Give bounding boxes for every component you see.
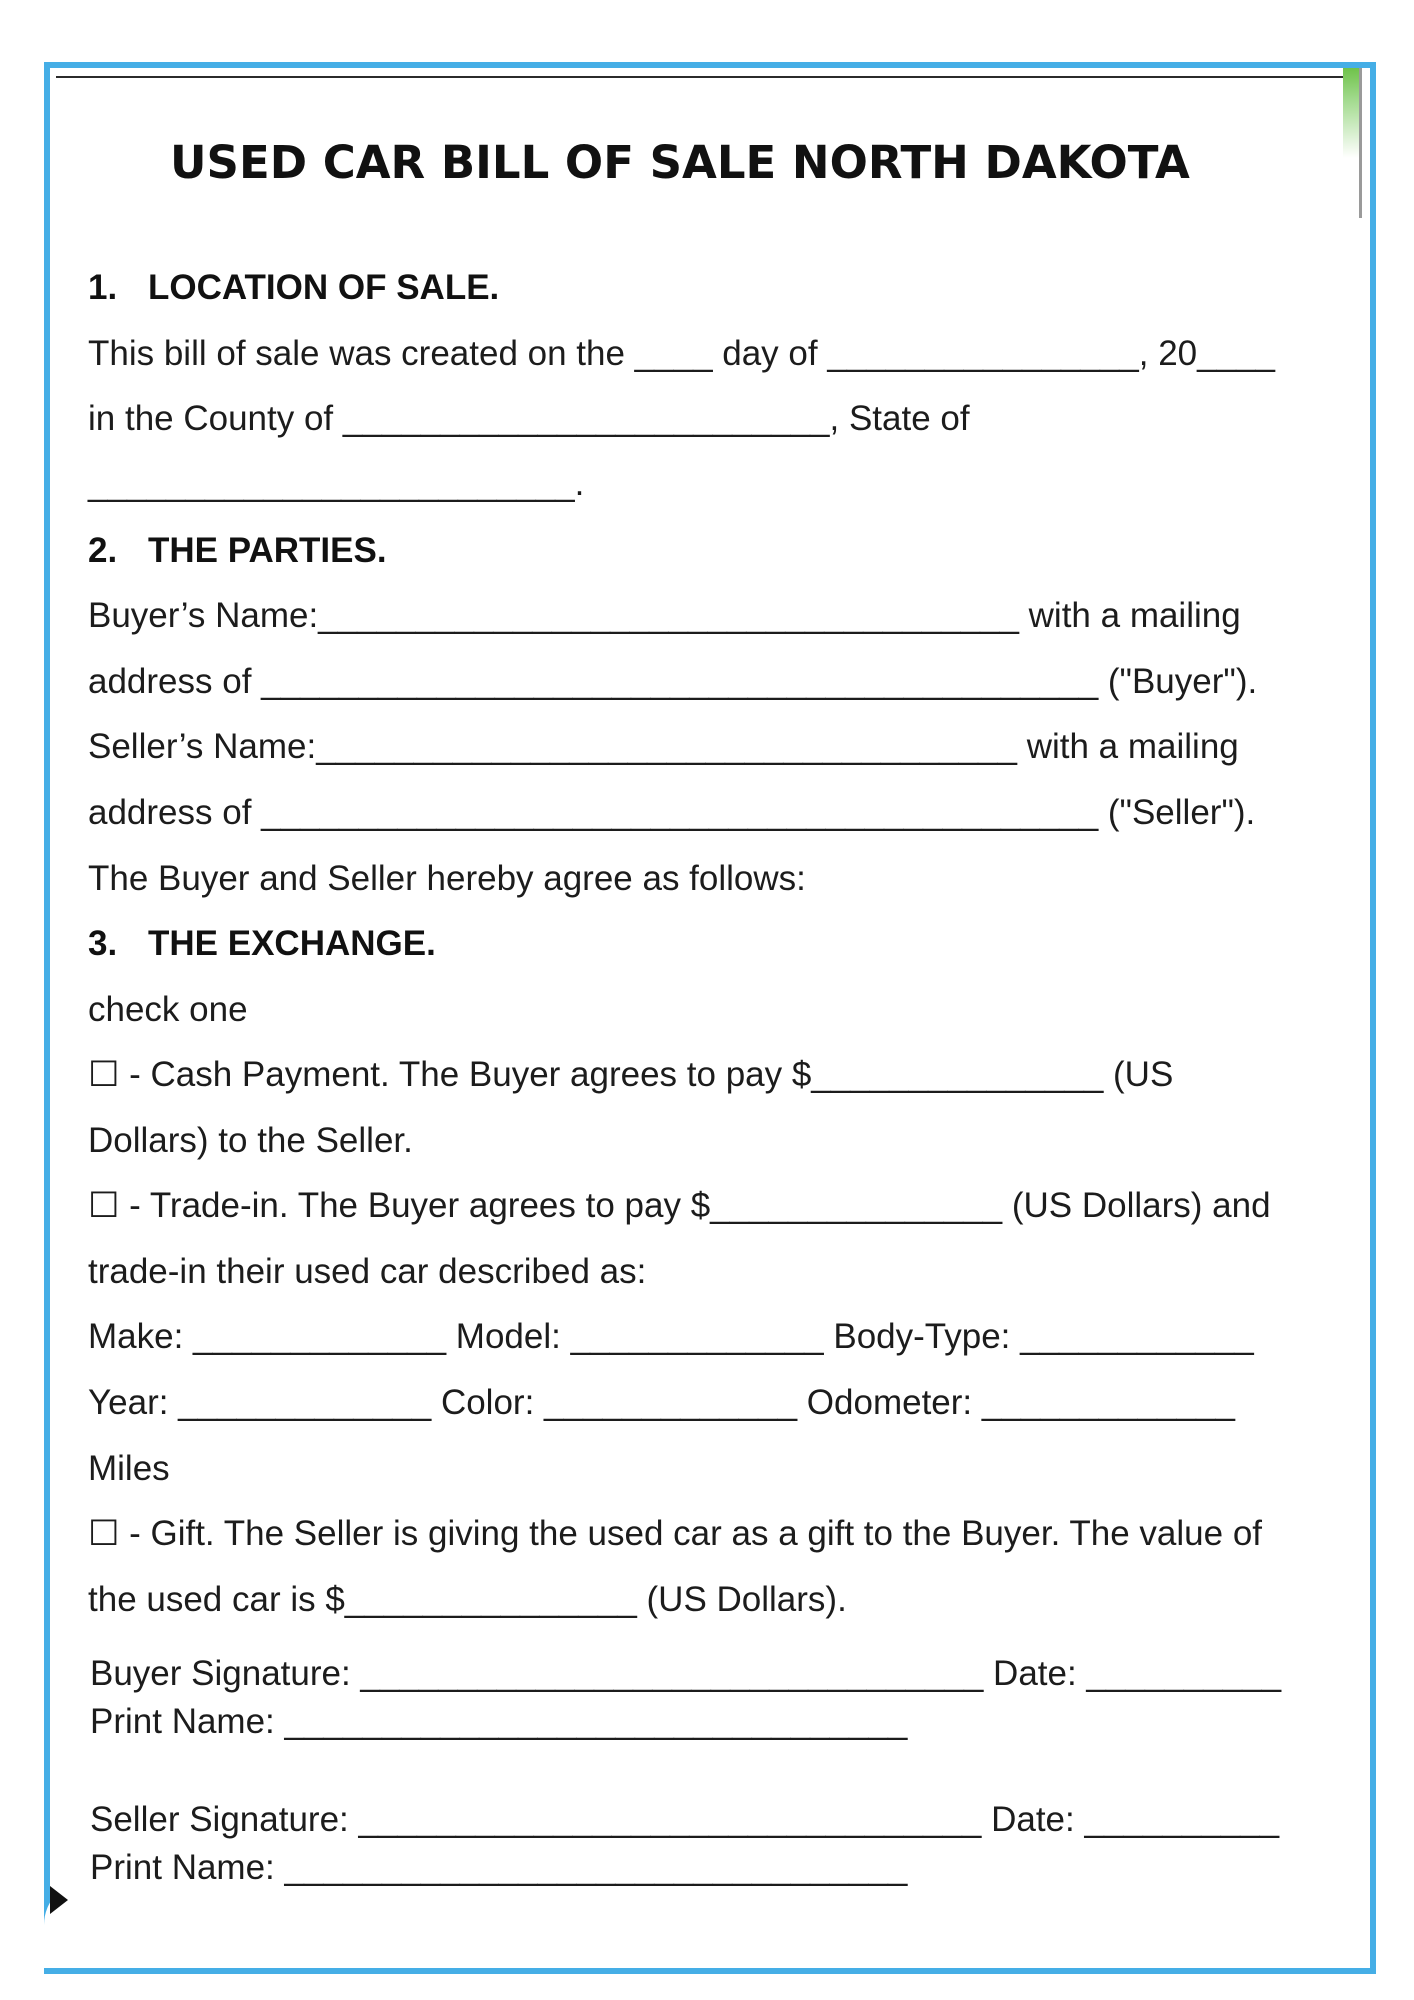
state-line: _________________________. xyxy=(88,464,585,503)
cash-payment-continued: Dollars) to the Seller. xyxy=(88,1121,413,1160)
make-model-line: Make: _____________ Model: _____________ Body-Type: ____________ xyxy=(88,1317,1254,1356)
section-3-heading xyxy=(88,922,436,966)
gift-option: ☐ - Gift. The Seller is giving the used car as a gift to the Buyer. The value of xyxy=(88,1514,1263,1553)
cash-payment-option: ☐ - Cash Payment. The Buyer agrees to pay $_______________ (US xyxy=(88,1055,1174,1094)
check-one-label: check one xyxy=(88,990,248,1029)
sale-date-line: This bill of sale was created on the ____ day of ________________, 20____ xyxy=(88,334,1276,373)
year-color-line: Year: _____________ Color: _____________ Odometer: _____________ xyxy=(88,1383,1235,1422)
trade-in-option: ☐ - Trade-in. The Buyer agrees to pay $_______________ (US Dollars) and xyxy=(88,1186,1271,1225)
buyer-print-name-line: Print Name: ________________________________ xyxy=(90,1702,908,1741)
miles-label: Miles xyxy=(88,1449,170,1488)
buyer-name-line: Buyer’s Name:____________________________________ with a mailing xyxy=(88,596,1241,635)
section-number: 1. xyxy=(88,268,118,307)
seller-signature-line: Seller Signature: ________________________________ Date: __________ xyxy=(90,1800,1280,1839)
document-title: USED CAR BILL OF SALE NORTH DAKOTA xyxy=(170,136,1190,189)
agreement-line: The Buyer and Seller hereby agree as follows: xyxy=(88,859,806,898)
section-title: THE PARTIES. xyxy=(148,531,387,570)
county-line: in the County of _________________________, State of xyxy=(88,399,970,438)
section-title: LOCATION OF SALE. xyxy=(148,268,500,307)
seller-address-line: address of ___________________________________________ ("Seller"). xyxy=(88,793,1256,832)
buyer-address-line: address of ___________________________________________ ("Buyer"). xyxy=(88,662,1258,701)
trade-in-continued: trade-in their used car described as: xyxy=(88,1252,647,1291)
gift-continued: the used car is $_______________ (US Dollars). xyxy=(88,1580,847,1619)
section-number: 2. xyxy=(88,531,118,570)
section-number: 3. xyxy=(88,924,118,963)
section-title: THE EXCHANGE. xyxy=(148,924,436,963)
section-2-heading xyxy=(88,529,387,573)
seller-print-name-line: Print Name: ________________________________ xyxy=(90,1848,908,1887)
section-1-heading xyxy=(88,266,499,310)
buyer-signature-line: Buyer Signature: ________________________________ Date: __________ xyxy=(90,1654,1282,1693)
seller-name-line: Seller’s Name:____________________________________ with a mailing xyxy=(88,727,1239,766)
